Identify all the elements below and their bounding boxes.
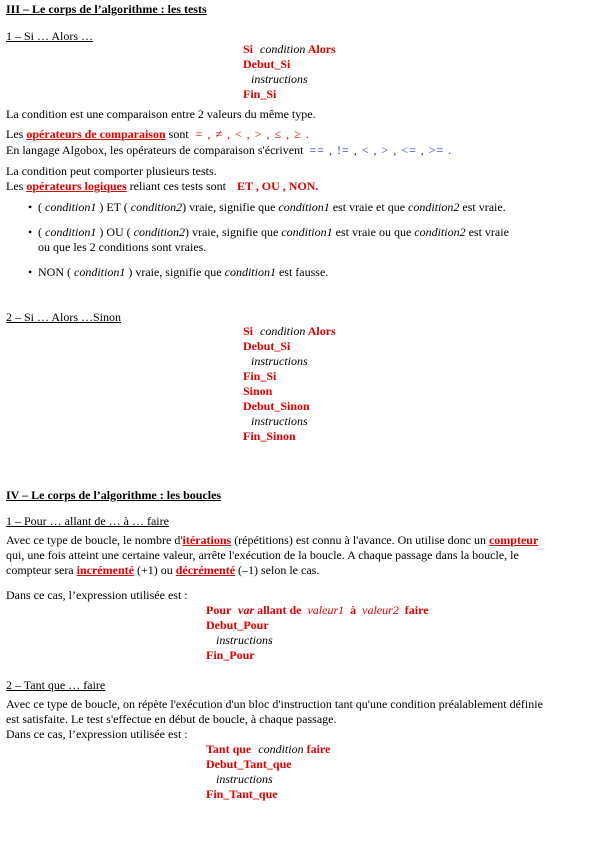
- code-line: Debut_Sinon: [243, 399, 310, 413]
- keyword-faire: faire: [404, 603, 429, 617]
- keyword-alors: Alors: [307, 324, 336, 338]
- bullet-non: [28, 265, 328, 280]
- code-line: Fin_Si: [243, 369, 277, 383]
- keyword-tant-que: Tant que: [206, 742, 252, 756]
- placeholder-valeur2: valeur2: [362, 603, 399, 617]
- term-iterations: itérations: [182, 533, 232, 547]
- subsection-3-2-title: 2 – Si … Alors …Sinon: [6, 310, 122, 324]
- text: NON (: [38, 265, 74, 279]
- text: est vraie: [465, 225, 509, 239]
- paragraph-operators: [6, 127, 310, 142]
- code-line: Debut_Tant_que: [206, 757, 292, 771]
- bullet-icon: •: [28, 225, 33, 239]
- keyword-alors: Alors: [307, 42, 336, 56]
- paragraph-expression-tantque: Dans ce cas, l’expression utilisée est :: [6, 727, 188, 741]
- keyword-pour: Pour: [206, 603, 232, 617]
- term-incremente: incrémenté: [76, 563, 134, 577]
- bullet-icon: •: [28, 200, 33, 214]
- subsection-3-1-title: 1 – Si … Alors …: [6, 29, 94, 43]
- code-line: Fin_Pour: [206, 648, 255, 662]
- text: (: [38, 225, 45, 239]
- paragraph-tantque-line1: Avec ce type de boucle, on répète l'exécution d'un bloc d'instruction tant qu'une condition préalablement définie: [6, 697, 543, 711]
- paragraph-pour-line2: qui, une fois atteint une certaine valeur, arrête l'exécution de la boucle. A chaque passage dans la boucle, le: [6, 548, 519, 562]
- text: condition2: [130, 200, 183, 214]
- keyword-si: Si: [243, 324, 254, 338]
- text: condition1: [278, 200, 330, 214]
- placeholder-condition: condition: [260, 42, 306, 56]
- keyword-si: Si: [243, 42, 254, 56]
- text: sont: [168, 127, 189, 141]
- paragraph-pour-line3: [6, 563, 319, 578]
- text: condition1: [74, 265, 126, 279]
- section-3-title: III – Le corps de l’algorithme : les tests: [6, 2, 207, 16]
- operators-math: = , ≠ , < , > , ≤ , ≥ .: [195, 127, 310, 141]
- keyword-a: à: [350, 603, 357, 617]
- subsection-4-1-title: 1 – Pour … allant de … à … faire: [6, 514, 169, 528]
- text: Les: [6, 179, 24, 193]
- code-line: [206, 603, 429, 618]
- keyword-faire: faire: [306, 742, 331, 756]
- placeholder-condition: condition: [258, 742, 304, 756]
- text: condition1: [45, 200, 97, 214]
- text: condition1: [281, 225, 333, 239]
- code-line: Fin_Si: [243, 87, 277, 101]
- text: Les: [6, 127, 24, 141]
- subsection-4-2-title: 2 – Tant que … faire: [6, 678, 106, 692]
- term-compteur: compteur: [488, 533, 539, 547]
- code-line: [243, 324, 336, 339]
- text: (répétitions) est connu à l'avance. On utilise donc un: [231, 533, 489, 547]
- code-line: instructions: [216, 633, 273, 647]
- bullet-ou-continued: ou que les 2 conditions sont vraies.: [38, 240, 207, 254]
- text: (–1) selon le cas.: [235, 563, 320, 577]
- text: Avec ce type de boucle, le nombre d': [6, 533, 183, 547]
- text: reliant ces tests sont: [129, 179, 226, 193]
- paragraph-expression-pour: Dans ce cas, l’expression utilisée est :: [6, 588, 188, 602]
- bullet-et: [28, 200, 506, 215]
- term-decremente: décrémenté: [175, 563, 236, 577]
- text: (+1) ou: [133, 563, 176, 577]
- paragraph-logical-operators: [6, 179, 318, 194]
- text: (: [38, 200, 45, 214]
- paragraph-algobox-operators: [6, 143, 452, 158]
- placeholder-valeur1: valeur1: [307, 603, 345, 617]
- code-line: Sinon: [243, 384, 273, 398]
- code-line: instructions: [251, 72, 308, 86]
- text: En langage Algobox, les opérateurs de comparaison s'écrivent: [6, 143, 304, 157]
- keyword-allant-de: allant de: [257, 603, 302, 617]
- code-line: Fin_Sinon: [243, 429, 296, 443]
- text: compteur sera: [6, 563, 77, 577]
- paragraph-multiple-tests: La condition peut comporter plusieurs tests.: [6, 164, 217, 178]
- placeholder-var: var: [238, 603, 255, 617]
- text: condition2: [414, 225, 466, 239]
- text: ) vraie, signifie que: [125, 265, 225, 279]
- text: ) vraie, signifie que: [184, 225, 282, 239]
- text: ) OU (: [96, 225, 134, 239]
- code-line: Debut_Si: [243, 339, 291, 353]
- text: condition2: [408, 200, 460, 214]
- code-line: instructions: [251, 354, 308, 368]
- text: ) vraie, signifie que: [182, 200, 279, 214]
- code-line: Fin_Tant_que: [206, 787, 278, 801]
- code-line: Debut_Pour: [206, 618, 269, 632]
- operators-algobox: == , != , < , > , <= , >= .: [309, 143, 453, 157]
- paragraph-comparison: La condition est une comparaison entre 2 valeurs du même type.: [6, 107, 316, 121]
- text: condition2: [133, 225, 185, 239]
- text: est fausse.: [275, 265, 329, 279]
- text: condition1: [45, 225, 97, 239]
- paragraph-pour-line1: [6, 533, 538, 548]
- text: est vraie ou que: [332, 225, 415, 239]
- text: condition1: [224, 265, 276, 279]
- code-line: [206, 742, 330, 757]
- logical-operators-list: ET , OU , NON.: [236, 179, 319, 193]
- code-line: Debut_Si: [243, 57, 291, 71]
- term-comparison-operators: opérateurs de comparaison: [26, 127, 166, 141]
- text: ) ET (: [96, 200, 131, 214]
- code-line: [243, 42, 336, 57]
- code-line: instructions: [216, 772, 273, 786]
- placeholder-condition: condition: [260, 324, 306, 338]
- section-4-title: IV – Le corps de l’algorithme : les boucles: [6, 488, 222, 502]
- bullet-ou: [28, 225, 509, 240]
- text: est vraie.: [459, 200, 506, 214]
- bullet-icon: •: [28, 265, 33, 279]
- code-line: instructions: [251, 414, 308, 428]
- paragraph-tantque-line2: est satisfaite. Le test s'effectue en début de boucle, à chaque passage.: [6, 712, 337, 726]
- text: est vraie et que: [329, 200, 409, 214]
- term-logical-operators: opérateurs logiques: [26, 179, 127, 193]
